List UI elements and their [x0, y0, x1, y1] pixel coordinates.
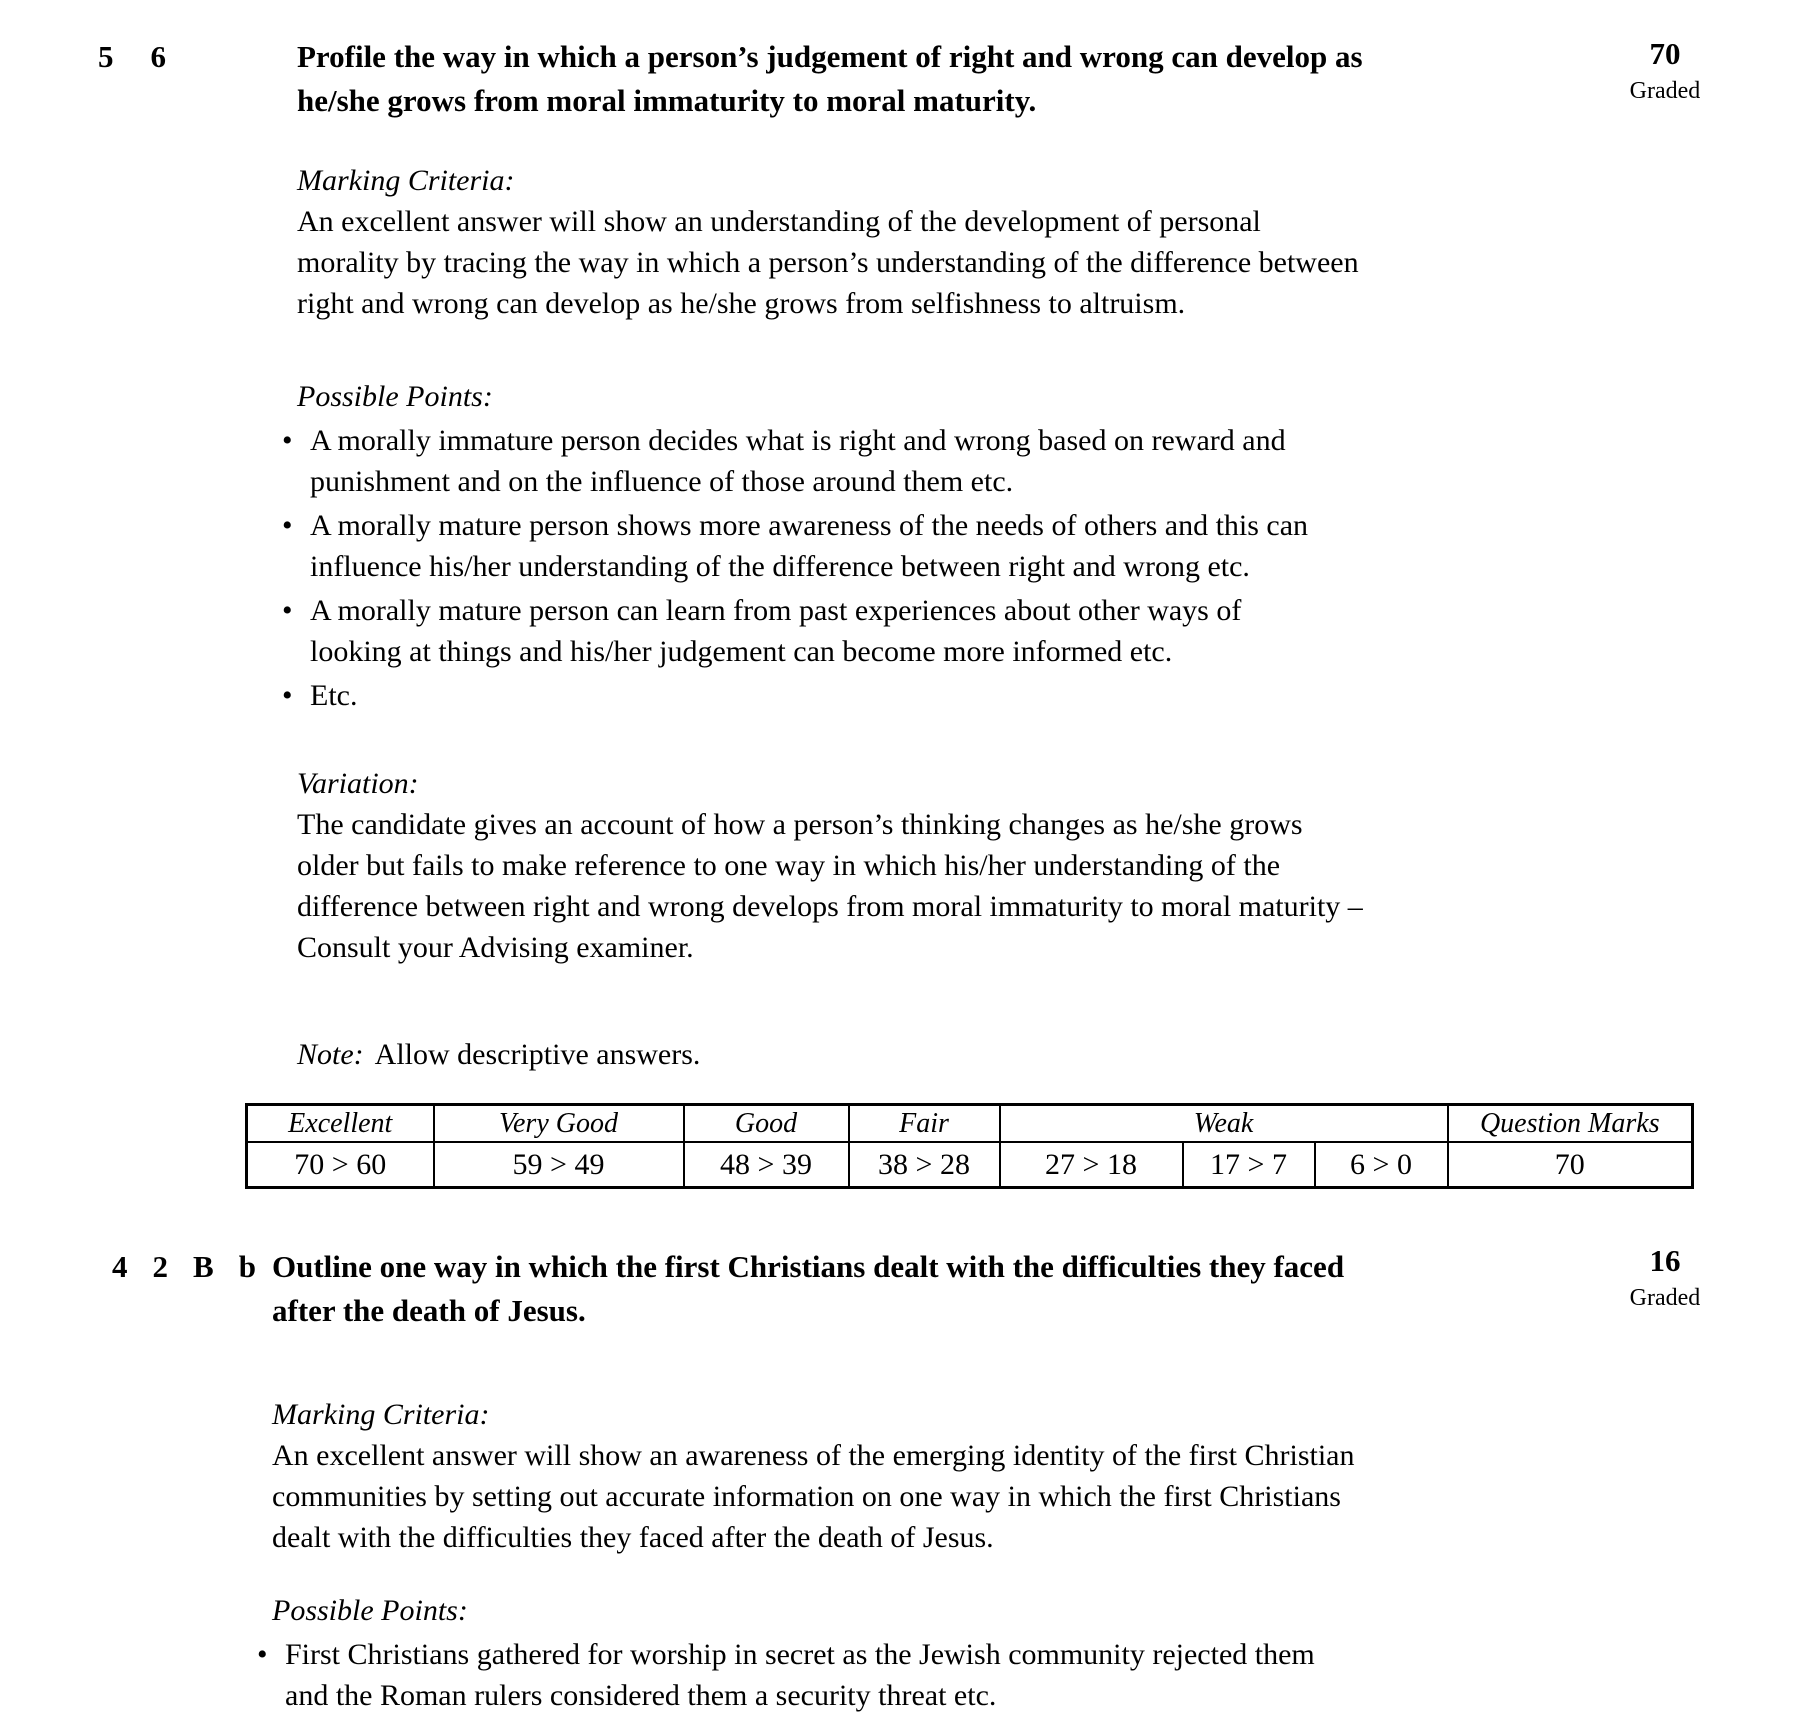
note-label: Note: [297, 1038, 364, 1071]
grade-header-very-good: Very Good [434, 1105, 684, 1143]
question-subpart-letter: b [238, 1249, 256, 1284]
bullet-icon: • [282, 679, 293, 712]
bullet-point [282, 420, 1308, 502]
question-text-line: he/she grows from moral immaturity to moral maturity. [297, 83, 1037, 118]
grade-range: 17 > 7 [1183, 1142, 1315, 1188]
marks-value: 70 [1649, 36, 1681, 71]
criteria-line: An excellent answer will show an understanding of the development of personal [297, 205, 1261, 238]
bullet-icon: • [282, 509, 293, 542]
bullet-line: A morally mature person shows more awareness of the needs of others and this can [310, 509, 1309, 542]
variation-line: older but fails to make reference to one way in which his/her understanding of the [297, 849, 1281, 882]
grade-header-weak: Weak [1000, 1105, 1448, 1143]
bullet-icon: • [282, 594, 293, 627]
bullet-line: punishment and on the influence of those around them etc. [310, 465, 1014, 498]
bullet-line: influence his/her understanding of the difference between right and wrong etc. [310, 550, 1250, 583]
section-label: Marking Criteria: [297, 164, 515, 197]
possible-points-section [282, 376, 1309, 716]
bullet-line: Etc. [310, 679, 358, 712]
note-text: Allow descriptive answers. [374, 1038, 701, 1071]
marking-criteria-section [272, 1394, 1355, 1558]
question-1-numbers [98, 35, 166, 79]
question-2-numbers [112, 1245, 256, 1289]
grade-header-fair: Fair [849, 1105, 1000, 1143]
grade-header-question-marks: Question Marks [1448, 1105, 1693, 1143]
note-section [297, 1034, 700, 1075]
marks-value: 16 [1649, 1243, 1681, 1278]
bullet-line: A morally mature person can learn from past experiences about other ways of [310, 594, 1242, 627]
question-1-marks [1590, 32, 1740, 106]
bullet-icon: • [282, 424, 293, 457]
grade-table-header-row [247, 1105, 1693, 1143]
bullet-point [282, 505, 1309, 587]
question-2-text [272, 1245, 1344, 1333]
question-number: 4 [112, 1249, 128, 1284]
bullet-point [282, 675, 1308, 716]
question-text-line: Outline one way in which the first Christians dealt with the difficulties they faced [272, 1249, 1345, 1284]
grade-range: 38 > 28 [849, 1142, 1000, 1188]
grade-boundaries-table [245, 1103, 1694, 1189]
variation-line: Consult your Advising examiner. [297, 931, 694, 964]
marks-status: Graded [1629, 1285, 1701, 1311]
bullet-point [257, 1634, 1315, 1716]
variation-section [297, 763, 1363, 968]
section-label: Possible Points: [297, 380, 493, 413]
criteria-line: communities by setting out accurate information on one way in which the first Christians [272, 1480, 1341, 1513]
criteria-line: An excellent answer will show an awareness of the emerging identity of the first Christian [272, 1439, 1355, 1472]
grade-range: 6 > 0 [1315, 1142, 1448, 1188]
variation-line: The candidate gives an account of how a person’s thinking changes as he/she grows [297, 808, 1303, 841]
grade-table-values-row [247, 1142, 1693, 1188]
grade-header-excellent: Excellent [247, 1105, 434, 1143]
question-1-text [297, 35, 1363, 123]
question-part-number: 6 [150, 39, 166, 74]
grade-range: 70 > 60 [247, 1142, 434, 1188]
section-label: Possible Points: [272, 1594, 468, 1627]
note-line [297, 1034, 700, 1075]
bullet-line: A morally immature person decides what is right and wrong based on reward and [310, 424, 1286, 457]
question-marks-total: 70 [1448, 1142, 1693, 1188]
grade-range: 27 > 18 [1000, 1142, 1183, 1188]
grade-header-good: Good [684, 1105, 849, 1143]
marks-status: Graded [1629, 78, 1701, 104]
question-part-number: 2 [152, 1249, 168, 1284]
section-label: Marking Criteria: [272, 1398, 490, 1431]
question-2-marks [1590, 1239, 1740, 1313]
variation-line: difference between right and wrong develops from moral immaturity to moral maturity – [297, 890, 1363, 923]
bullet-line: and the Roman rulers considered them a security threat etc. [285, 1679, 997, 1712]
section-label: Variation: [297, 767, 419, 800]
grade-range: 59 > 49 [434, 1142, 684, 1188]
marking-criteria-section [297, 160, 1359, 324]
grade-range: 48 > 39 [684, 1142, 849, 1188]
bullet-line: looking at things and his/her judgement can become more informed etc. [310, 635, 1173, 668]
criteria-line: right and wrong can develop as he/she grows from selfishness to altruism. [297, 287, 1186, 320]
question-number: 5 [98, 39, 114, 74]
question-text-line: after the death of Jesus. [272, 1293, 586, 1328]
criteria-line: dealt with the difficulties they faced after the death of Jesus. [272, 1521, 994, 1554]
bullet-icon: • [257, 1638, 268, 1671]
bullet-point [282, 590, 1308, 672]
possible-points-section [257, 1590, 1315, 1716]
question-text-line: Profile the way in which a person’s judgement of right and wrong can develop as [297, 39, 1363, 74]
bullet-line: First Christians gathered for worship in secret as the Jewish community rejected them [285, 1638, 1315, 1671]
criteria-line: morality by tracing the way in which a person’s understanding of the difference between [297, 246, 1359, 279]
question-section-letter: B [193, 1249, 214, 1284]
